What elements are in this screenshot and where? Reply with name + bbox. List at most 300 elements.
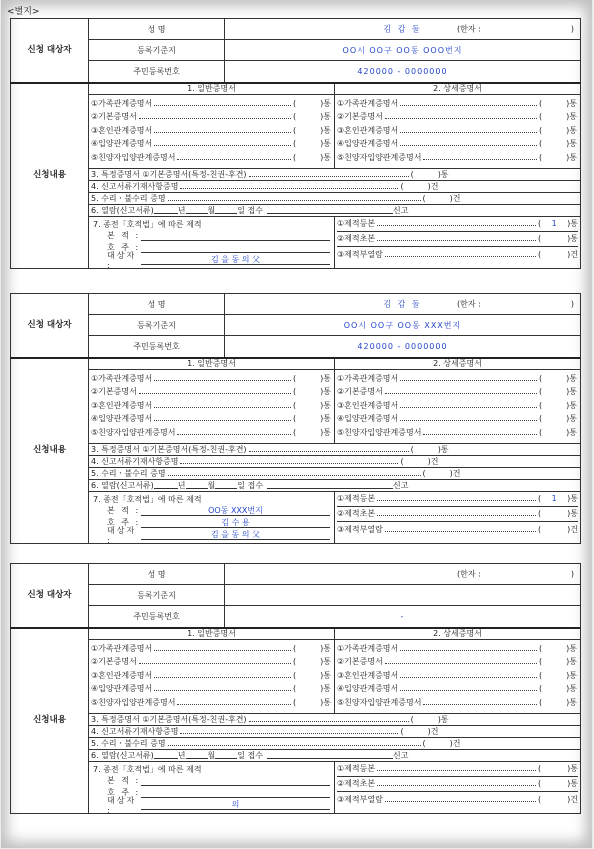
unit-tong: )통 [320,643,331,653]
rec1-label: ①제적등본 [337,764,376,773]
cert-name: ①가족관계증명서 [91,373,153,383]
unit-tong: )통 [320,400,331,410]
unit-tong: )통 [320,414,331,424]
removed-register-box: ①제적등본 ( 1 )통 ②제적초본 ( )통 ③제적부열람 ( )건 [335,216,581,268]
leader-dots [139,659,291,664]
unit-tong: )통 [320,152,331,162]
unit-tong: )통 [566,670,577,680]
item7-box [89,216,335,268]
leader-dots [400,101,537,106]
hanja-label: (한자 : [457,24,481,34]
leader-dots [154,101,291,106]
unit: )건 [427,726,439,736]
unit-tong: )통 [566,125,577,135]
unit-tong: )통 [320,112,331,122]
open-paren: ( [539,112,543,122]
leader-dots [423,700,537,705]
leader-dots [249,172,409,177]
leader-dots [180,729,398,734]
unit-tong: )통 [566,373,577,383]
leader-dots [154,141,291,146]
year-field[interactable] [154,206,178,214]
rec3-label: ③제적부열람 [337,524,383,534]
leader-dots [180,184,398,189]
unit-tong: )통 [566,657,577,667]
cert-name: ①가족관계증명서 [337,643,399,653]
general-cert-list [89,369,335,443]
unit-tong: )통 [566,139,577,149]
leader-dots [154,416,291,421]
open-paren: ( [539,697,543,707]
removed-register-box: ①제적등본 ( 1 )통 ②제적초본 ( )통 ③제적부열람 ( )건 [335,491,581,543]
open-paren: ( [539,98,543,108]
item4-row [89,455,581,467]
cert-name: ④입양관계증명서 [91,684,153,694]
content-section-label: 신청내용 [11,83,89,269]
name-field[interactable] [225,564,581,585]
householder-field[interactable] [141,788,330,798]
unit-tong: )통 [566,684,577,694]
leader-dots [400,416,537,421]
target-label: 대상자 : [107,250,137,270]
open-paren: ( [539,125,543,135]
month-label: 월 [207,750,216,760]
unit-tong: )통 [320,139,331,149]
cert-line [337,642,577,656]
request-label: 5. 수리ㆍ불수리 증명 [91,468,166,478]
unit-tong: )통 [566,427,577,437]
cert-line [91,669,331,683]
main-addr-label: 본 적 : [107,231,141,240]
open-paren: ( [293,125,297,135]
cert-line [91,399,331,413]
leader-dots [400,403,537,408]
rec1-count[interactable]: 1 [551,494,557,503]
report-field[interactable] [267,751,393,759]
year-label: 년 [177,750,186,760]
item7-title: 7. 종전「호적법」에 따른 제적 [93,494,202,504]
cert-line [337,655,577,669]
main-addr-field[interactable] [141,231,330,241]
leader-dots [385,659,537,664]
month-label: 월 [207,205,216,215]
main-addr-label: 본 적 : [107,506,141,515]
hanja-close: ) [570,299,574,309]
target-field[interactable]: 의 [141,800,330,810]
cert-line [337,97,577,111]
cert-line [91,682,331,696]
leader-dots [139,389,291,394]
unit: )건 [427,181,439,191]
request-label: 4. 신고서류기재사항증명 [91,726,179,736]
rrn-field[interactable]: 420000 - 0000000 [225,61,581,83]
request-label: 5. 수리ㆍ불수리 증명 [91,193,166,203]
request-line [91,169,578,180]
unit: )통 [437,714,449,724]
unit: )건 [427,456,439,466]
open-paren: ( [293,657,297,667]
cert-name: ③혼인관계증명서 [91,400,153,410]
open-paren: ( [539,670,543,680]
item5-row [89,737,581,749]
open-paren: ( [293,684,297,694]
general-cert-header: 1. 일반증명서 [89,628,335,640]
rec2-label: ②제적초본 [337,779,376,788]
form-tag: <별지> [7,7,40,17]
item7-title: 7. 종전「호적법」에 따른 제적 [93,764,202,774]
cert-line [91,124,331,138]
leader-dots [385,114,537,119]
rrn-label: 주민등록번호 [89,336,225,358]
leader-dots [177,430,291,435]
unit: )건 [449,468,461,478]
leader-dots [168,196,421,201]
name-field[interactable] [225,294,581,315]
unit-tong: )통 [566,400,577,410]
report-field[interactable] [267,206,393,214]
cert-line [91,655,331,669]
month-label: 월 [207,480,216,490]
registry-label: 등록기준지 [89,40,225,61]
open-paren: ( [539,139,543,149]
open-paren: ( [293,387,297,397]
leader-dots [400,141,537,146]
leader-dots [154,403,291,408]
rrn-field[interactable]: 420000 - 0000000 [225,336,581,358]
rrn-field[interactable]: - [225,606,581,628]
application-block [10,563,581,814]
cert-name: ②기본증명서 [337,657,383,667]
application-block [10,18,581,269]
unit-tong: )통 [320,387,331,397]
open-paren: ( [293,427,297,437]
leader-dots [400,128,537,133]
item5-row [89,192,581,204]
rec2-label: ②제적초본 [337,234,376,243]
cert-name: ⑤친양자입양관계증명서 [337,152,422,162]
item3-row [89,168,581,180]
item6-row [89,204,581,216]
cert-name: ①가족관계증명서 [337,98,399,108]
leader-dots [400,686,537,691]
name-field[interactable] [225,19,581,40]
main-addr-field[interactable] [141,776,330,786]
open-paren: ( [293,152,297,162]
unit-tong: )통 [320,427,331,437]
cert-line [91,151,331,165]
request-label: 4. 신고서류기재사항증명 [91,181,179,191]
leader-dots [423,155,537,160]
item7-box [89,761,335,813]
open-paren: ( [539,400,543,410]
unit: )건 [449,738,461,748]
leader-dots [377,221,536,226]
request-label: 4. 신고서류기재사항증명 [91,456,179,466]
item6-label: 6. 열람(신고서류) [91,750,154,760]
leader-dots [377,766,536,771]
month-field[interactable] [186,481,208,489]
cert-line [337,124,577,138]
leader-dots [168,741,421,746]
cert-name: ①가족관계증명서 [91,643,153,653]
detailed-cert-header: 2. 상세증명서 [335,83,581,95]
general-cert-header: 1. 일반증명서 [89,83,335,95]
cert-name: ②기본증명서 [91,387,137,397]
open-paren: ( [539,373,543,383]
rec3-label: ③제적부열람 [337,249,383,259]
cert-line [337,412,577,426]
unit-tong: )통 [566,643,577,653]
target-field[interactable]: 김 을 동 의 父 [141,255,330,265]
cert-line [91,137,331,151]
report-label: 신고 [393,480,409,490]
rec3-label: ③제적부열람 [337,794,383,804]
item3-row [89,443,581,455]
year-field[interactable] [154,751,178,759]
general-cert-list [89,639,335,713]
leader-dots [377,511,536,516]
unit-tong: )통 [320,373,331,383]
unit-tong: )통 [320,98,331,108]
cert-name: ⑤친양자입양관계증명서 [91,152,176,162]
item7-box [89,491,335,543]
item6-row [89,479,581,491]
main-addr-label: 본 적 : [107,776,141,785]
open-paren: ( [539,643,543,653]
request-line [91,444,578,455]
open-paren: ( [410,714,414,724]
open-paren: ( [539,657,543,667]
item6-label: 6. 열람(신고서류) [91,205,154,215]
item7-title: 7. 종전「호적법」에 따른 제적 [93,219,202,229]
householder-label: 호 주 : [107,243,141,252]
cert-line [337,682,577,696]
open-paren: ( [539,684,543,694]
leader-dots [400,376,537,381]
leader-dots [154,376,291,381]
item3-row [89,713,581,725]
year-label: 년 [177,205,186,215]
registry-field[interactable]: OO시 OO구 OO동 XXX번지 [225,315,581,336]
open-paren: ( [293,112,297,122]
open-paren: ( [410,444,414,454]
item6-row [89,749,581,761]
rec1-count[interactable]: 1 [551,219,557,228]
householder-label: 호 주 : [107,518,141,527]
leader-dots [385,797,536,802]
request-line [91,181,578,192]
open-paren: ( [400,181,404,191]
unit: )통 [437,444,449,454]
registry-label: 등록기준지 [89,585,225,606]
target-label: 대상자 : [107,525,137,545]
application-block [10,293,581,544]
cert-line [337,669,577,683]
unit: )통 [437,169,449,179]
cert-name: ④입양관계증명서 [91,414,153,424]
cert-line [91,426,331,440]
detailed-cert-list [335,369,581,443]
rrn-label: 주민등록번호 [89,61,225,83]
cert-line [91,385,331,399]
request-label: 3. 특정증명서 ①기본증명서(특정-친권-후견) [91,714,247,724]
leader-dots [385,389,537,394]
report-field[interactable] [267,481,393,489]
open-paren: ( [293,414,297,424]
leader-dots [154,686,291,691]
leader-dots [180,459,398,464]
cert-name: ③혼인관계증명서 [337,400,399,410]
unit-tong: )통 [566,387,577,397]
year-field[interactable] [154,481,178,489]
applicant-name: 김 갑 돌 [383,24,422,34]
name-label: 성 명 [89,564,225,585]
item4-row [89,725,581,737]
detailed-cert-list [335,94,581,168]
householder-field[interactable]: 김 수 용 [141,518,330,528]
open-paren: ( [400,726,404,736]
rec1-label: ①제적등본 [337,494,376,503]
hanja-label: (한자 : [457,299,481,309]
open-paren: ( [293,98,297,108]
registry-field[interactable]: OO시 OO구 OO동 OOO번지 [225,40,581,61]
applicant-name: 김 갑 돌 [383,299,422,309]
rec2-label: ②제적초본 [337,509,376,518]
day-field[interactable] [215,751,237,759]
cert-line [91,372,331,386]
unit-tong: )통 [320,657,331,667]
householder-label: 호 주 : [107,788,141,797]
leader-dots [400,673,537,678]
cert-line [337,110,577,124]
registry-label: 등록기준지 [89,315,225,336]
content-section-label: 신청내용 [11,628,89,814]
hanja-close: ) [570,24,574,34]
open-paren: ( [410,169,414,179]
cert-name: ③혼인관계증명서 [337,125,399,135]
month-field[interactable] [186,751,208,759]
open-paren: ( [400,456,404,466]
received-label: 일 접수 [237,205,263,215]
open-paren: ( [293,670,297,680]
open-paren: ( [539,427,543,437]
received-label: 일 접수 [237,750,263,760]
request-label: 3. 특정증명서 ①기본증명서(특정-친권-후견) [91,444,247,454]
cert-line [337,151,577,165]
unit-tong: )통 [566,697,577,707]
unit-tong: )통 [320,670,331,680]
cert-line [337,426,577,440]
cert-name: ①가족관계증명서 [337,373,399,383]
cert-line [337,399,577,413]
cert-name: ⑤친양자입양관계증명서 [91,427,176,437]
open-paren: ( [293,373,297,383]
detailed-cert-header: 2. 상세증명서 [335,628,581,640]
cert-name: ③혼인관계증명서 [91,670,153,680]
leader-dots [377,496,536,501]
year-label: 년 [177,480,186,490]
cert-line [337,372,577,386]
day-field[interactable] [215,206,237,214]
day-field[interactable] [215,481,237,489]
open-paren: ( [539,414,543,424]
detailed-cert-list [335,639,581,713]
leader-dots [423,430,537,435]
cert-name: ④입양관계증명서 [337,139,399,149]
unit-tong: )통 [566,98,577,108]
leader-dots [249,717,409,722]
applicant-section-label: 신청 대상자 [11,19,89,83]
householder-field[interactable] [141,243,330,253]
registry-field[interactable] [225,585,581,606]
cert-line [91,696,331,710]
removed-register-box: ①제적등본 ( )통 ②제적초본 ( )통 ③제적부열람 ( )건 [335,761,581,813]
hanja-label: (한자 : [457,569,481,579]
cert-name: ④입양관계증명서 [337,414,399,424]
cert-name: ⑤친양자입양관계증명서 [337,427,422,437]
cert-line [91,110,331,124]
leader-dots [385,527,536,532]
leader-dots [385,252,536,257]
unit: )건 [449,193,461,203]
open-paren: ( [422,193,426,203]
open-paren: ( [293,643,297,653]
rec1-label: ①제적등본 [337,219,376,228]
name-label: 성 명 [89,294,225,315]
cert-line [91,97,331,111]
detailed-cert-header: 2. 상세증명서 [335,358,581,370]
leader-dots [168,471,421,476]
request-line [91,738,578,749]
applicant-section-label: 신청 대상자 [11,564,89,628]
request-line [91,726,578,737]
request-line [91,468,578,479]
target-field[interactable]: 김 을 동 의 父 [141,530,330,540]
request-line [91,193,578,204]
leader-dots [249,447,409,452]
cert-name: ②기본증명서 [337,387,383,397]
name-label: 성 명 [89,19,225,40]
open-paren: ( [293,139,297,149]
leader-dots [154,128,291,133]
cert-name: ②기본증명서 [91,657,137,667]
applicant-section-label: 신청 대상자 [11,294,89,358]
item5-row [89,467,581,479]
month-field[interactable] [186,206,208,214]
cert-line [337,385,577,399]
cert-name: ④입양관계증명서 [91,139,153,149]
report-label: 신고 [393,205,409,215]
main-addr-field[interactable]: OO동 XXX번지 [141,506,330,516]
leader-dots [377,781,536,786]
cert-name: ③혼인관계증명서 [337,670,399,680]
cert-name: ⑤친양자입양관계증명서 [91,697,176,707]
unit-tong: )통 [566,152,577,162]
cert-name: ③혼인관계증명서 [91,125,153,135]
leader-dots [177,155,291,160]
rrn-label: 주민등록번호 [89,606,225,628]
content-section-label: 신청내용 [11,358,89,544]
request-line [91,456,578,467]
hanja-close: ) [570,569,574,579]
report-label: 신고 [393,750,409,760]
item6-label: 6. 열람(신고서류) [91,480,154,490]
cert-line [91,642,331,656]
cert-name: ④입양관계증명서 [337,684,399,694]
open-paren: ( [539,152,543,162]
unit-tong: )통 [320,684,331,694]
request-line [91,714,578,725]
